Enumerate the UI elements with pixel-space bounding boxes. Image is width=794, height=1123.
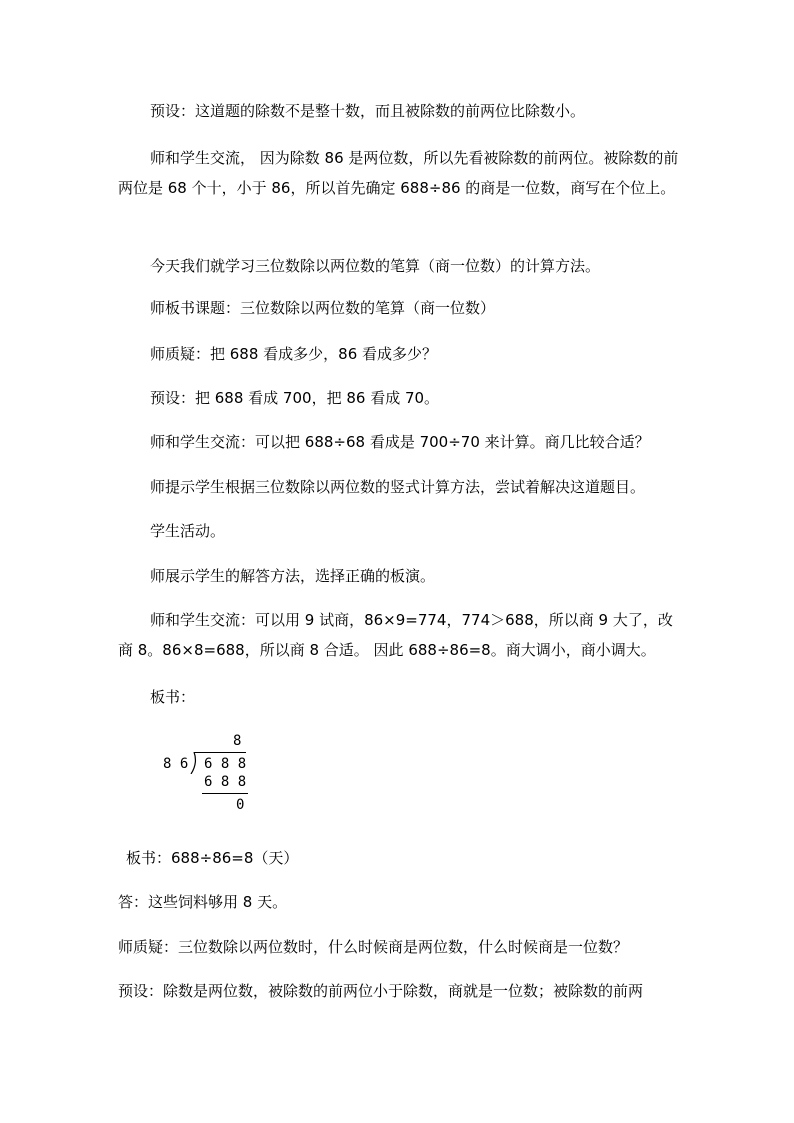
paragraph-discussion-2: 师和学生交流：可以把 688÷68 看成是 700÷70 来计算。商几比较合适？ bbox=[150, 433, 650, 451]
paragraph-blackboard-label: 板书： bbox=[150, 688, 196, 706]
division-bracket bbox=[188, 752, 198, 774]
paragraph-today-topic: 今天我们就学习三位数除以两位数的笔算（商一位数）的计算方法。 bbox=[150, 257, 601, 275]
paragraph-answer: 答：这些饲料够用 8 天。 bbox=[118, 893, 288, 911]
paragraph-discussion-1: 师和学生交流， 因为除数 86 是两位数，所以先看被除数的前两位。被除数的前两位是 68 个十，小于 86，所以首先确定 688÷86 的商是一位数，商写在个位上。 bbox=[118, 149, 679, 197]
paragraph-show-method: 师展示学生的解答方法，选择正确的板演。 bbox=[150, 567, 436, 585]
division-divisor: 8 6 bbox=[163, 756, 189, 772]
paragraph-question-2: 师质疑：三位数除以两位数时，什么时候商是两位数，什么时候商是一位数？ bbox=[118, 938, 629, 956]
division-top-line bbox=[194, 752, 246, 753]
paragraph-preset-1: 预设：这道题的除数不是整十数，而且被除数的前两位比除数小。 bbox=[150, 102, 586, 120]
paragraph-blackboard-result: 板书：688÷86=8（天） bbox=[126, 849, 299, 867]
division-bottom-line bbox=[202, 793, 248, 794]
paragraph-preset-2: 预设：把 688 看成 700，把 86 看成 70。 bbox=[150, 389, 440, 407]
paragraph-question-1: 师质疑：把 688 看成多少，86 看成多少？ bbox=[150, 345, 438, 363]
paragraph-student-activity: 学生活动。 bbox=[150, 522, 226, 540]
division-remainder: 0 bbox=[236, 797, 245, 813]
division-quotient: 8 bbox=[233, 733, 242, 749]
division-dividend: 6 8 8 bbox=[204, 756, 247, 772]
division-product: 6 8 8 bbox=[204, 774, 247, 790]
paragraph-hint: 师提示学生根据三位数除以两位数的竖式计算方法，尝试着解决这道题目。 bbox=[150, 478, 646, 496]
paragraph-preset-3: 预设：除数是两位数，被除数的前两位小于除数，商就是一位数；被除数的前两 bbox=[118, 982, 644, 1000]
paragraph-blackboard-title: 师板书课题：三位数除以两位数的笔算（商一位数） bbox=[150, 299, 496, 317]
long-division bbox=[160, 730, 260, 820]
paragraph-discussion-3: 师和学生交流：可以用 9 试商，86×9=774，774＞688，所以商 9 大了，改商 8。86×8=688，所以商 8 合适。 因此 688÷86=8。商大调小，商小调大。 bbox=[118, 611, 673, 659]
